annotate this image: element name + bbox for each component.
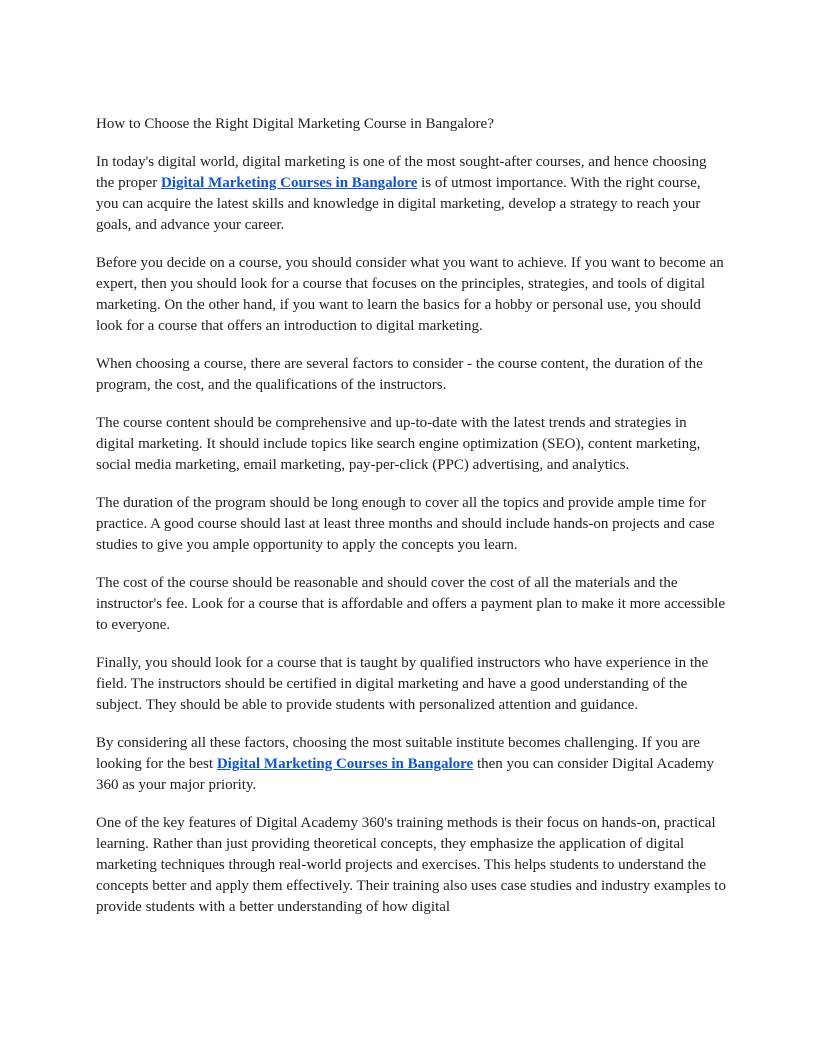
paragraph-content: The course content should be comprehensive and up-to-date with the latest trends and strategies in digital marketing. It should include topics like search engine optimization (SEO), content marketing, social media marketing, email marketing, pay-per-click (PPC) advertising, and analytics.	[96, 415, 701, 473]
paragraph-goals: Before you decide on a course, you should consider what you want to achieve. If you want to become an expert, then you should look for a course that focuses on the principles, strategies, and tools of digital marketing. On the other hand, if you want to learn the basics for a hobby or personal use, you should look for a course that offers an introduction to digital marketing.	[96, 255, 724, 334]
paragraph-text: then you can consider Digital Academy 360 as your major priority.	[96, 756, 714, 793]
paragraph-training-methods: One of the key features of Digital Academy 360's training methods is their focus on hands-on, practical learning. Rather than just providing theoretical concepts, they emphasize the application of digital marketing techniques through real-world projects and exercises. This helps students to understand the concepts better and apply them effectively. Their training also uses case studies and industry examples to provide students with a better understanding of how digital	[96, 815, 726, 915]
paragraph-intro	[96, 152, 726, 236]
paragraph-cost: The cost of the course should be reasonable and should cover the cost of all the materials and the instructor's fee. Look for a course that is affordable and offers a payment plan to make it more accessible to everyone.	[96, 575, 726, 633]
paragraph-factors: When choosing a course, there are several factors to consider - the course content, the duration of the program, the cost, and the qualifications of the instructors.	[96, 356, 703, 393]
paragraph-instructors: Finally, you should look for a course that is taught by qualified instructors who have experience in the field. The instructors should be certified in digital marketing and have a good understanding of the subject. They should be able to provide students with personalized attention and guidance.	[96, 655, 709, 713]
digital-marketing-courses-link[interactable]: Digital Marketing Courses in Bangalore	[160, 175, 418, 191]
paragraph-duration: The duration of the program should be long enough to cover all the topics and provide ample time for practice. A good course should last at least three months and should include hands-on projects and case studies to give you ample opportunity to apply the concepts you learn.	[96, 495, 715, 553]
document-title: How to Choose the Right Digital Marketing Course in Bangalore?	[96, 116, 494, 132]
document-page	[96, 114, 726, 935]
digital-marketing-courses-link[interactable]: Digital Marketing Courses in Bangalore	[216, 756, 474, 772]
paragraph-text: is of utmost importance. With the right course, you can acquire the latest skills and knowledge in digital marketing, develop a strategy to reach your goals, and advance your career.	[96, 175, 701, 233]
paragraph-recommendation	[96, 733, 726, 796]
paragraph-text: In today's digital world, digital marketing is one of the most sought-after courses, and hence choosing the proper	[96, 154, 707, 191]
paragraph-text: By considering all these factors, choosing the most suitable institute becomes challenging. If you are looking for the best	[96, 735, 701, 772]
